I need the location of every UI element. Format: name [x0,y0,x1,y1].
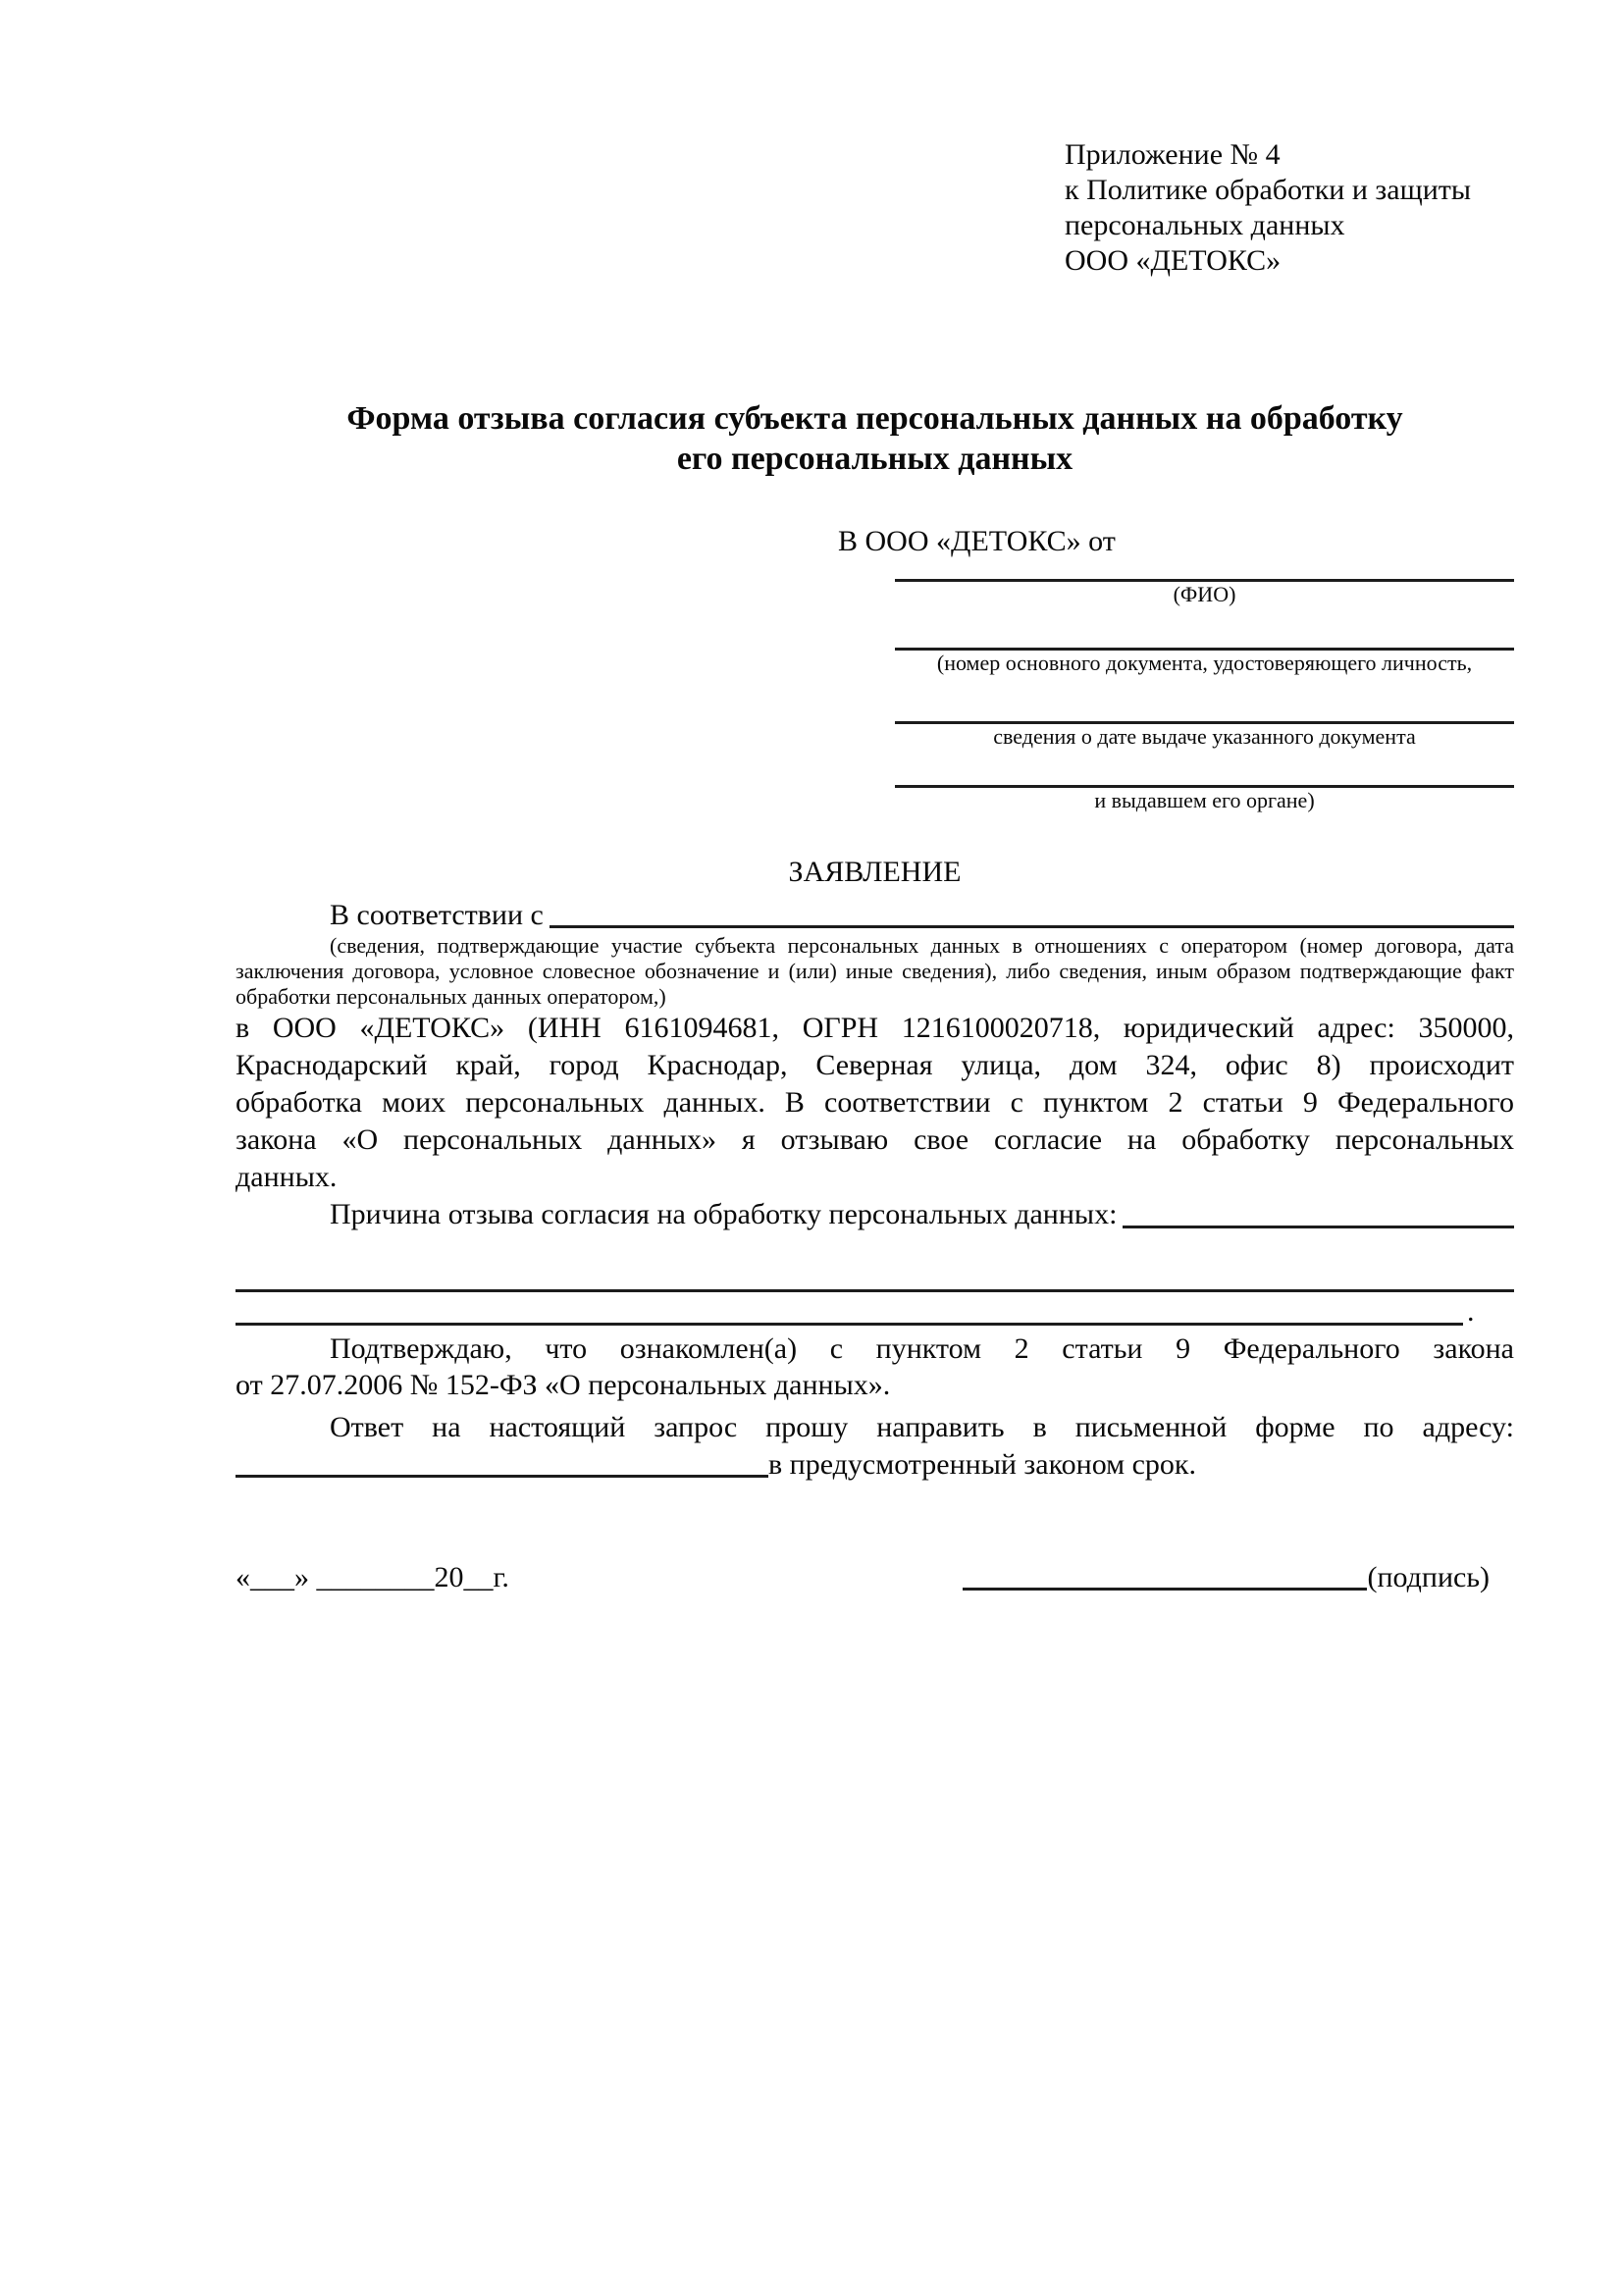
confirm-line-1: Подтверждаю, что ознакомлен(а) с пунктом 2 статьи 9 Федерального закона [330,1332,1514,1365]
issue-date-blank-line [895,674,1514,724]
body-line-3: обработка моих персональных данных. В соответствии с пунктом 2 статьи 9 Федерального [236,1086,1514,1119]
reply-address-blank-line [236,1446,768,1478]
header-note-line-3: персональных данных [1065,209,1345,241]
body-line-5: данных. [236,1161,338,1193]
fio-blank-line [895,556,1514,582]
footer-row [236,1559,1514,1596]
reason-extra-blank-line-1 [236,1233,1514,1292]
intro-blank-line [550,898,1514,928]
signature-caption: (подпись) [1367,1561,1490,1593]
document-title-line-2: его персональных данных [676,441,1073,477]
header-note [1065,137,1514,279]
signature-group [963,1559,1490,1596]
fio-caption: (ФИО) [1173,582,1236,606]
sentence-period: . [1467,1295,1475,1328]
reply-request-line: Ответ на настоящий запрос прошу направить в письменной форме по адресу: [330,1411,1514,1443]
note-line-3: обработки персональных данных оператором,) [236,984,666,1009]
reason-label: Причина отзыва согласия на обработку персональных данных: [330,1198,1118,1230]
date-field: «___» ________20__г. [236,1561,509,1593]
note-line-1: (сведения, подтверждающие участие субъекта персональных данных в отношениях с оператором (номер договора, дата [330,933,1514,958]
reason-extra-blank-line-2 [236,1292,1514,1326]
signature-blank-line [963,1559,1367,1591]
header-note-line-2: к Политике обработки и защиты [1065,174,1472,206]
body-line-4: закона «О персональных данных» я отзываю свое согласие на обработку персональных [236,1123,1514,1156]
reason-extra-blank-rule [236,1292,1463,1326]
header-note-line-1: Приложение № 4 [1065,138,1281,171]
statement-heading: ЗАЯВЛЕНИЕ [788,856,962,888]
body-line-2: Краснодарский край, город Краснодар, Северная улица, дом 324, офис 8) происходит [236,1049,1514,1081]
header-note-line-4: ООО «ДЕТОКС» [1065,244,1282,277]
confirm-line-2: от 27.07.2006 № 152-ФЗ «О персональных данных». [236,1369,891,1401]
document-title [236,398,1514,479]
document-title-line-1: Форма отзыва согласия субъекта персональных данных на обработку [346,400,1403,437]
addressee-to-line: В ООО «ДЕТОКС» от [838,525,1116,557]
reply-address-line [236,1446,1514,1484]
reason-line [236,1196,1514,1233]
reason-blank-line [1123,1196,1514,1228]
body-line-1: в ООО «ДЕТОКС» (ИНН 6161094681, ОГРН 1216100020718, юридический адрес: 350000, [236,1012,1514,1044]
reply-tail: в предусмотренный законом срок. [768,1448,1196,1481]
document-number-caption: (номер основного документа, удостоверяющего личность, [936,651,1473,675]
issuing-authority-blank-line [895,748,1514,788]
note-line-2: заключения договора, условное словесное обозначение и (или) иные сведения), либо сведения, иным образом подтверждающие факт [236,959,1514,983]
issue-date-caption: сведения о дате выдаче указанного документа [993,724,1416,749]
intro-line [236,898,1514,933]
issuing-authority-caption: и выдавшем его органе) [1094,788,1315,812]
intro-prefix: В соответствии с [330,899,544,931]
addressee-block [895,556,1514,811]
document-number-blank-line [895,605,1514,651]
